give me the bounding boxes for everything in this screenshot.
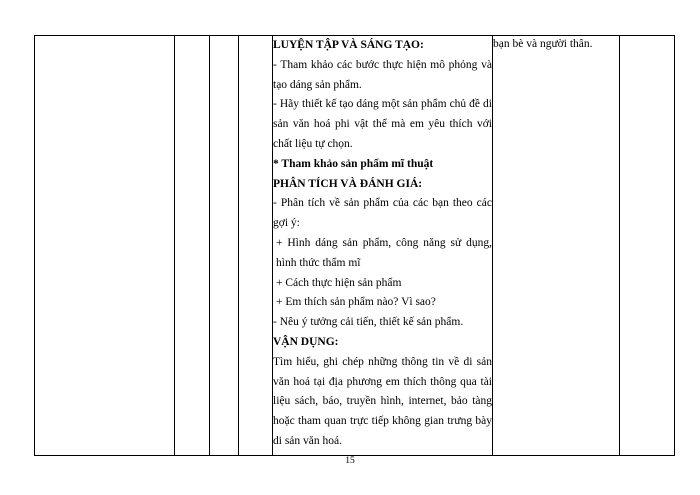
application-text: Tìm hiểu, ghi chép những thông tin về di sản văn hoá tại địa phương em thích thông qua tài liệu sách, báo, truyền hình, internet, bảo tàng hoặc tham quan trực tiếp không gian trưng bày di sản văn hoá. [273,355,492,447]
notes-cell [493,36,620,456]
lesson-plan-table [34,35,675,456]
page-number: 15 [345,456,355,466]
practice-item-1: - Tham khảo các bước thực hiện mô phỏng và tạo dáng sản phẩm. [273,58,492,91]
analysis-item-1: - Phân tích về sản phẩm của các bạn theo các gợi ý: [273,197,492,230]
analysis-item-2: - Nêu ý tưởng cải tiến, thiết kế sản phẩm. [273,316,464,329]
analysis-sub-item-1: + Hình dáng sản phẩm, công năng sử dụng, hình thức thẩm mĩ [276,236,492,269]
empty-cell-4 [239,36,273,456]
practice-item-2: - Hãy thiết kế tạo dáng một sản phẩm chủ đề di sản văn hoá phi vật thể mà em yêu thích với chất liệu tự chọn. [273,98,492,150]
heading-analysis-evaluation: PHÂN TÍCH VÀ ĐÁNH GIÁ: [273,177,423,190]
activity-content-cell [273,36,493,456]
notes-text: bạn bè và người thân. [493,38,593,50]
analysis-sub-item-2: + Cách thực hiện sản phẩm [276,276,402,289]
empty-cell-2 [175,36,210,456]
analysis-sub-item-3: + Em thích sản phẩm nào? Vì sao? [276,296,436,309]
table-row [35,36,675,456]
reference-note: * Tham khảo sản phẩm mĩ thuật [273,157,434,170]
empty-cell-7 [620,36,675,456]
heading-application: VẬN DỤNG: [273,335,339,348]
empty-cell-1 [35,36,175,456]
empty-cell-3 [210,36,239,456]
heading-practice-creativity: LUYỆN TẬP VÀ SÁNG TẠO: [273,39,424,51]
